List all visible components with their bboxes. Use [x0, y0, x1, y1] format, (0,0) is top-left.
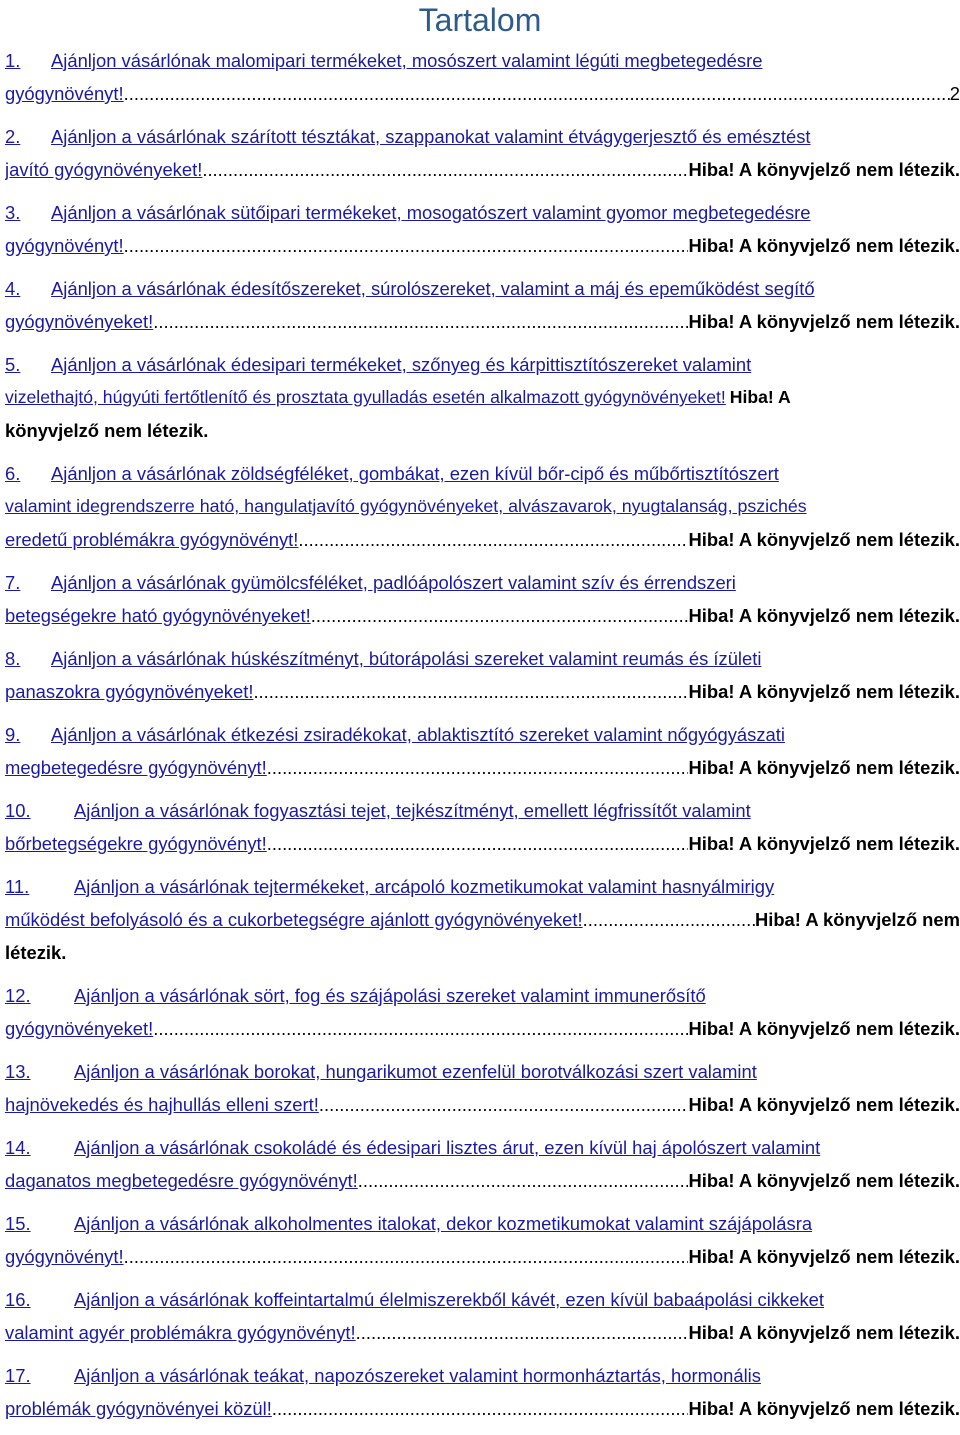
toc-entry-title-cont[interactable]: működést befolyásoló és a cukorbetegségre ajánlott gyógynövényeket! [5, 909, 583, 930]
dot-leader [267, 751, 689, 784]
toc-entry-title-cont[interactable]: gyógynövényt! [5, 1246, 124, 1267]
toc-entry-11[interactable] [5, 870, 960, 969]
toc-entry-16[interactable] [5, 1283, 960, 1349]
toc-entry-title[interactable]: Ajánljon a vásárlónak szárított tésztákat, szappanokat valamint étvágygerjesztő és emésztést [51, 126, 811, 147]
toc-page-error: Hiba! A könyvjelző nem létezik. [688, 159, 960, 180]
toc-entry-15[interactable] [5, 1207, 960, 1273]
dot-leader [319, 1088, 689, 1121]
toc-entry-number[interactable]: 2. [5, 126, 21, 147]
dot-leader [356, 1316, 689, 1349]
toc-entry-13[interactable] [5, 1055, 960, 1121]
toc-entry-number[interactable]: 3. [5, 202, 21, 223]
toc-page-error: Hiba! A könyvjelző nem létezik. [688, 1246, 960, 1267]
toc-entry-5[interactable] [5, 348, 960, 447]
toc-entry-title[interactable]: Ajánljon a vásárlónak fogyasztási tejet, tejkészítményt, emellett légfrissítőt valamint [74, 800, 751, 821]
toc-entry-title[interactable]: Ajánljon a vásárlónak sütőipari termékeket, mosogatószert valamint gyomor megbetegedésre [51, 202, 811, 223]
dot-leader [253, 675, 688, 708]
toc-entry-7[interactable] [5, 566, 960, 632]
toc-page-error: Hiba! A könyvjelző nem létezik. [688, 605, 960, 626]
toc-entry-number[interactable]: 1. [5, 50, 21, 71]
toc-entry-number[interactable]: 12. [5, 985, 31, 1006]
toc-title: Tartalom [418, 2, 542, 38]
toc-entry-title-cont[interactable]: gyógynövényeket! [5, 311, 154, 332]
toc-entry-title[interactable]: Ajánljon a vásárlónak koffeintartalmú élelmiszerekből kávét, ezen kívül babaápolási cikkeket [74, 1289, 824, 1310]
dot-leader [124, 77, 950, 110]
toc-page-error: Hiba! A könyvjelző nem létezik. [688, 833, 960, 854]
toc-page-error-cont: létezik. [5, 942, 67, 963]
toc-entry-title[interactable]: Ajánljon a vásárlónak sört, fog és szájápolási szereket valamint immunerősítő [74, 985, 706, 1006]
toc-entry-number[interactable]: 15. [5, 1213, 31, 1234]
toc-entry-title-cont[interactable]: valamint idegrendszerre ható, hangulatjavító gyógynövényeket, alvászavarok, nyugtalanság, pszichés [5, 496, 807, 516]
toc-entry-number[interactable]: 14. [5, 1137, 31, 1158]
toc-page-error: Hiba! A [729, 387, 791, 407]
toc-entry-title-cont[interactable]: gyógynövényt! [5, 83, 124, 104]
toc-page-error: Hiba! A könyvjelző nem létezik. [688, 1398, 960, 1419]
toc-entry-title[interactable]: Ajánljon a vásárlónak édesítőszereket, súrolószereket, valamint a máj és epeműködést segítő [51, 278, 815, 299]
toc-entry-title[interactable]: Ajánljon a vásárlónak étkezési zsiradékokat, ablaktisztító szereket valamint nőgyógyászati [51, 724, 785, 745]
toc-entry-6[interactable] [5, 457, 960, 556]
toc-entry-title-cont[interactable]: megbetegedésre gyógynövényt! [5, 757, 267, 778]
toc-entry-title[interactable]: Ajánljon a vásárlónak húskészítményt, bútorápolási szereket valamint reumás és ízületi [51, 648, 762, 669]
toc-entry-title[interactable]: Ajánljon a vásárlónak teákat, napozószereket valamint hormonháztartás, hormonális [74, 1365, 761, 1386]
dot-leader [311, 599, 689, 632]
toc-entry-title-cont[interactable]: betegségekre ható gyógynövényeket! [5, 605, 311, 626]
toc-page-error-cont: könyvjelző nem létezik. [5, 420, 209, 441]
dot-leader [153, 305, 688, 338]
toc-entry-title-cont[interactable]: panaszokra gyógynövényeket! [5, 681, 254, 702]
toc-entry-number[interactable]: 11. [5, 876, 30, 897]
toc-entry-title[interactable]: Ajánljon a vásárlónak tejtermékeket, arcápoló kozmetikumokat valamint hasnyálmirigy [74, 876, 775, 897]
dot-leader [267, 827, 689, 860]
toc-page-error: Hiba! A könyvjelző nem [754, 909, 960, 930]
toc-entry-9[interactable] [5, 718, 960, 784]
toc-page-error: Hiba! A könyvjelző nem létezik. [688, 235, 960, 256]
toc-entry-title[interactable]: Ajánljon a vásárlónak borokat, hungarikumot ezenfelül borotválkozási szert valamint [74, 1061, 757, 1082]
toc-entry-title-cont[interactable]: eredetű problémákra gyógynövényt! [5, 529, 299, 550]
toc-entry-number[interactable]: 7. [5, 572, 21, 593]
toc-entry-8[interactable] [5, 642, 960, 708]
toc-entry-title-cont[interactable]: hajnövekedés és hajhullás elleni szert! [5, 1094, 319, 1115]
toc-entry-title-cont[interactable]: daganatos megbetegedésre gyógynövényt! [5, 1170, 358, 1191]
toc-entry-title[interactable]: Ajánljon vásárlónak malomipari termékeket, mosószert valamint légúti megbetegedésre [51, 50, 763, 71]
toc-entry-title[interactable]: Ajánljon a vásárlónak édesipari termékeket, szőnyeg és kárpittisztítószereket valamint [51, 354, 752, 375]
dot-leader [298, 523, 688, 556]
dot-leader [583, 903, 755, 936]
toc-entry-1[interactable] [5, 44, 960, 110]
toc-entry-title-cont[interactable]: gyógynövényeket! [5, 1018, 154, 1039]
toc-entry-title[interactable]: Ajánljon a vásárlónak zöldségféléket, gombákat, ezen kívül bőr-cipő és műbőrtisztítószert [51, 463, 779, 484]
toc-entry-number[interactable]: 6. [5, 463, 21, 484]
toc-entry-17[interactable] [5, 1359, 960, 1425]
dot-leader [153, 1012, 688, 1045]
toc-entry-title-cont[interactable]: gyógynövényt! [5, 235, 124, 256]
table-of-contents [5, 44, 960, 1435]
toc-entry-3[interactable] [5, 196, 960, 262]
toc-page-error: Hiba! A könyvjelző nem létezik. [688, 311, 960, 332]
toc-page-number[interactable]: 2 [949, 83, 960, 104]
toc-entry-number[interactable]: 16. [5, 1289, 31, 1310]
toc-entry-title-cont[interactable]: javító gyógynövényeket! [5, 159, 203, 180]
toc-entry-title-cont[interactable]: vizelethajtó, húgyúti fertőtlenítő és prosztata gyulladás esetén alkalmazott gyógynövényeket! [5, 387, 726, 407]
toc-entry-number[interactable]: 5. [5, 354, 21, 375]
dot-leader [272, 1392, 689, 1425]
toc-entry-number[interactable]: 4. [5, 278, 21, 299]
toc-entry-number[interactable]: 8. [5, 648, 21, 669]
toc-entry-title[interactable]: Ajánljon a vásárlónak alkoholmentes italokat, dekor kozmetikumokat valamint szájápolásra [74, 1213, 813, 1234]
toc-entry-number[interactable]: 17. [5, 1365, 31, 1386]
toc-page-error: Hiba! A könyvjelző nem létezik. [688, 529, 960, 550]
toc-page-error: Hiba! A könyvjelző nem létezik. [688, 1322, 960, 1343]
toc-entry-10[interactable] [5, 794, 960, 860]
toc-entry-14[interactable] [5, 1131, 960, 1197]
toc-entry-title-cont[interactable]: problémák gyógynövényei közül! [5, 1398, 272, 1419]
dot-leader [124, 1240, 689, 1273]
toc-entry-title-cont[interactable]: bőrbetegségekre gyógynövényt! [5, 833, 267, 854]
dot-leader [202, 153, 688, 186]
toc-entry-number[interactable]: 10. [5, 800, 31, 821]
toc-entry-title-cont[interactable]: valamint agyér problémákra gyógynövényt! [5, 1322, 356, 1343]
toc-entry-number[interactable]: 9. [5, 724, 21, 745]
toc-page-error: Hiba! A könyvjelző nem létezik. [688, 1094, 960, 1115]
toc-page-error: Hiba! A könyvjelző nem létezik. [688, 757, 960, 778]
toc-entry-title[interactable]: Ajánljon a vásárlónak csokoládé és édesipari lisztes árut, ezen kívül haj ápolószert valamint [74, 1137, 821, 1158]
toc-entry-title[interactable]: Ajánljon a vásárlónak gyümölcsféléket, padlóápolószert valamint szív és érrendszeri [51, 572, 736, 593]
toc-entry-2[interactable] [5, 120, 960, 186]
toc-entry-4[interactable] [5, 272, 960, 338]
toc-entry-number[interactable]: 13. [5, 1061, 31, 1082]
toc-entry-12[interactable] [5, 979, 960, 1045]
toc-page-error: Hiba! A könyvjelző nem létezik. [688, 681, 960, 702]
dot-leader [358, 1164, 689, 1197]
dot-leader [124, 229, 689, 262]
toc-page-error: Hiba! A könyvjelző nem létezik. [688, 1018, 960, 1039]
toc-page-error: Hiba! A könyvjelző nem létezik. [688, 1170, 960, 1191]
